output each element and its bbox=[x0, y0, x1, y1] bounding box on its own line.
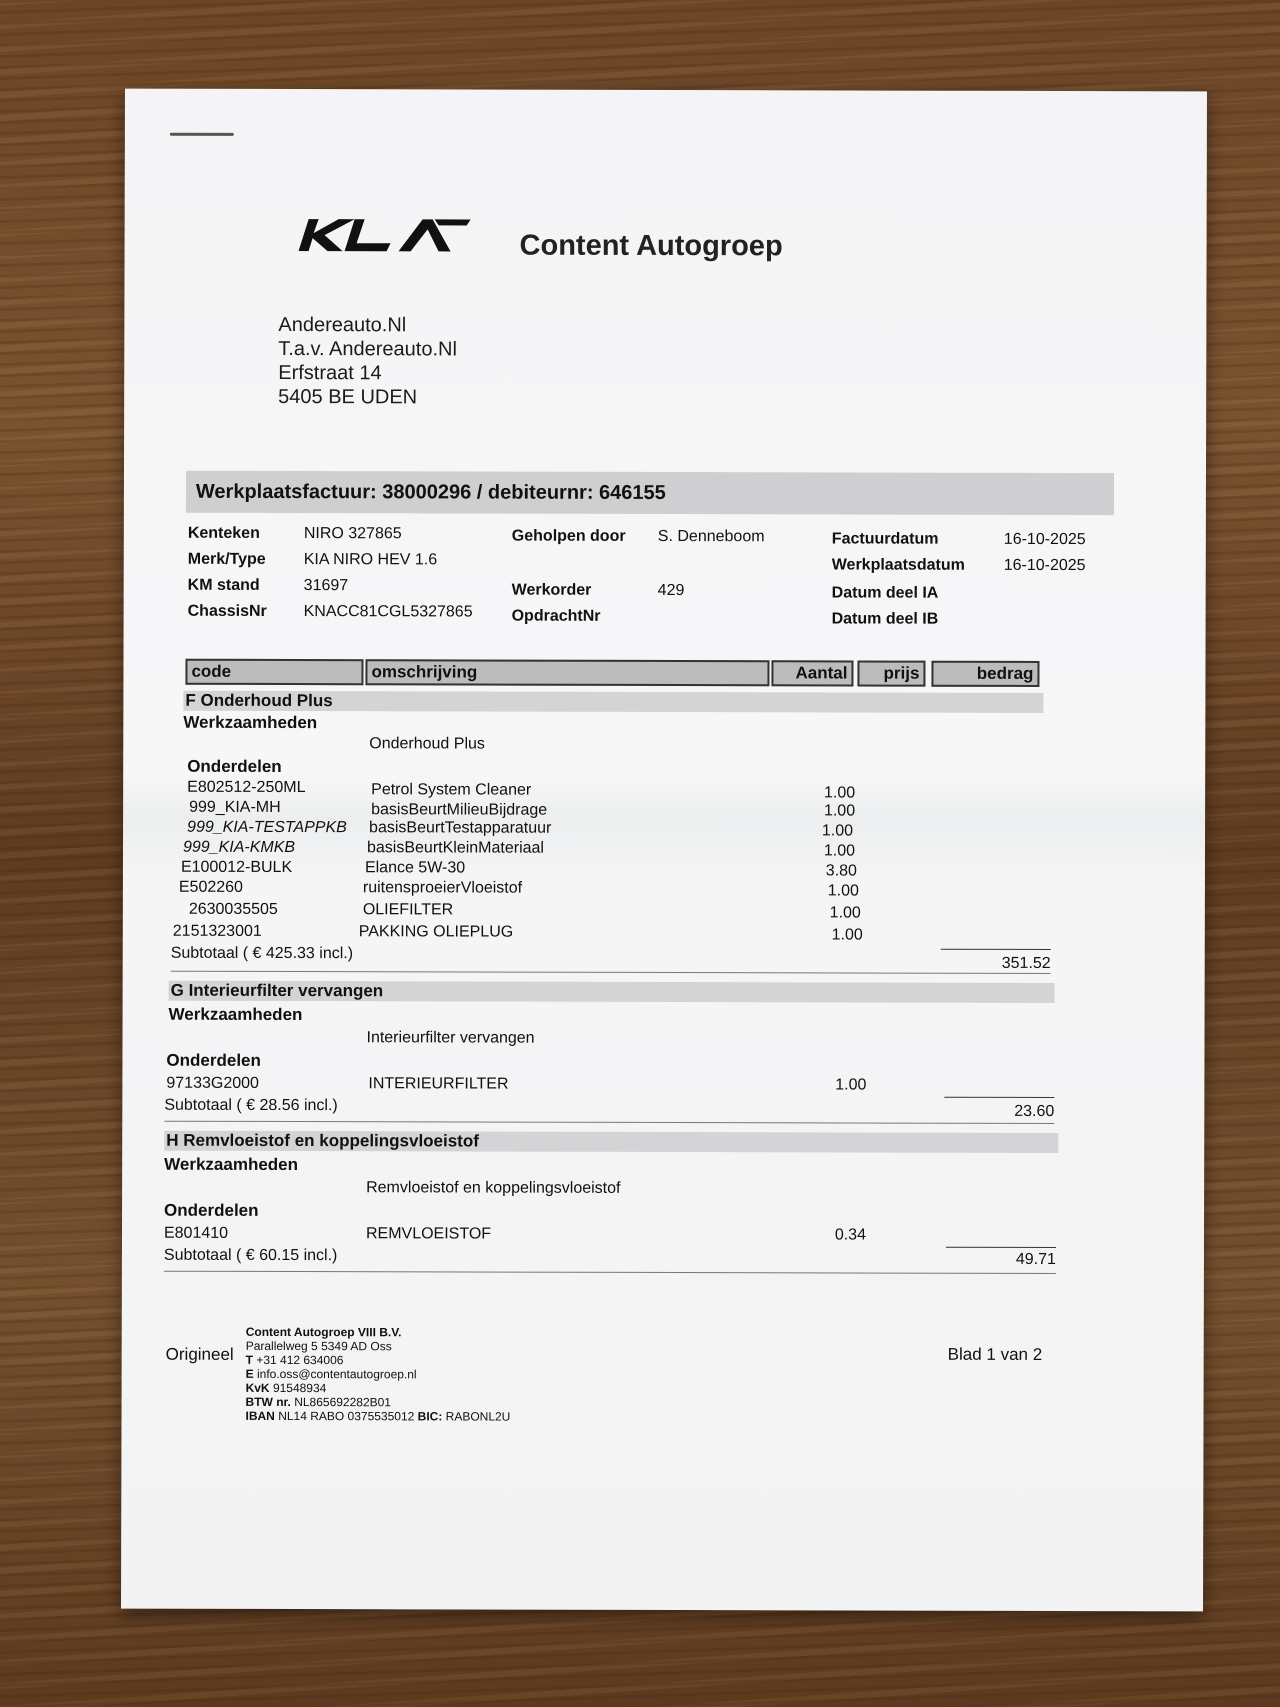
part-code: 999_KIA-TESTAPPKB bbox=[187, 818, 347, 837]
onderdelen-label: Onderdelen bbox=[166, 1050, 261, 1070]
part-description: REMVLOEISTOF bbox=[365, 1225, 492, 1243]
werkzaamheden-label: Werkzaamheden bbox=[168, 1004, 303, 1025]
part-quantity: 3.80 bbox=[825, 862, 857, 880]
onderdelen-label: Onderdelen bbox=[187, 756, 282, 776]
opdracht-label: OpdrachtNr bbox=[511, 607, 601, 625]
merk-value: KIA NIRO HEV 1.6 bbox=[303, 551, 438, 569]
werk-description: Interieurfilter vervangen bbox=[366, 1029, 535, 1047]
werkzaamheden-label: Werkzaamheden bbox=[164, 1154, 299, 1175]
part-quantity: 0.34 bbox=[834, 1226, 867, 1244]
divider bbox=[164, 1121, 1054, 1124]
staple bbox=[170, 133, 234, 136]
amount-rule bbox=[944, 1097, 1054, 1098]
chassis-value: KNACC81CGL5327865 bbox=[303, 603, 473, 621]
werkorder-label: Werkorder bbox=[511, 581, 592, 599]
part-quantity: 1.00 bbox=[831, 926, 863, 944]
footer-t-label: T bbox=[245, 1352, 254, 1367]
amount-rule bbox=[941, 949, 1051, 950]
part-description: basisBeurtMilieuBijdrage bbox=[371, 801, 548, 819]
page-number: Blad 1 van 2 bbox=[947, 1344, 1043, 1364]
amount-rule bbox=[946, 1247, 1056, 1248]
factuurdatum-label: Factuurdatum bbox=[831, 530, 939, 548]
footer-btw: NL865692282B01 bbox=[294, 1395, 392, 1410]
subtotal-amount: 23.60 bbox=[1014, 1102, 1055, 1121]
footer-btw-label: BTW nr. bbox=[245, 1394, 291, 1410]
part-code: 2630035505 bbox=[188, 900, 278, 918]
werkorder-value: 429 bbox=[657, 581, 685, 600]
part-description: ruitensproeierVloeistof bbox=[362, 879, 523, 897]
part-code: E100012-BULK bbox=[180, 858, 293, 877]
kenteken-value: NIRO 327865 bbox=[303, 525, 402, 543]
footer-e-label: E bbox=[245, 1366, 254, 1381]
km-label: KM stand bbox=[187, 576, 260, 594]
geholpen-label: Geholpen door bbox=[511, 527, 626, 545]
part-code: 999_KIA-KMKB bbox=[182, 838, 296, 857]
km-value: 31697 bbox=[303, 577, 349, 595]
header-omschrijving: omschrijving bbox=[365, 659, 769, 686]
part-quantity: 1.00 bbox=[829, 904, 861, 922]
part-description: PAKKING OLIEPLUG bbox=[358, 923, 514, 941]
part-description: basisBeurtTestapparatuur bbox=[369, 819, 552, 837]
section-title: H Remvloeistof en koppelingsvloeistof bbox=[164, 1131, 1058, 1153]
part-description: basisBeurtKleinMateriaal bbox=[366, 839, 545, 857]
werk-description: Remvloeistof en koppelingsvloeistof bbox=[366, 1179, 621, 1197]
footer-bic: RABONL2U bbox=[445, 1409, 511, 1424]
datum-ia-label: Datum deel IA bbox=[831, 584, 939, 602]
werk-description: Onderhoud Plus bbox=[369, 735, 485, 753]
werkzaamheden-label: Werkzaamheden bbox=[183, 712, 318, 733]
divider bbox=[164, 1271, 1056, 1274]
footer-bic-label: BIC: bbox=[417, 1409, 443, 1424]
footer-street: Parallelweg 5 5349 AD Oss bbox=[245, 1338, 392, 1354]
factuurdatum-value: 16-10-2025 bbox=[1003, 530, 1086, 549]
datum-ib-label: Datum deel IB bbox=[831, 610, 939, 628]
section-title: F Onderhoud Plus bbox=[183, 691, 1043, 713]
part-code: E802512-250ML bbox=[187, 778, 306, 797]
origineel-label: Origineel bbox=[165, 1344, 234, 1364]
invoice-title: Werkplaatsfactuur: 38000296 / debiteurnr: 646155 bbox=[186, 471, 1114, 515]
footer-kvk: 91548934 bbox=[272, 1380, 327, 1396]
onderdelen-label: Onderdelen bbox=[164, 1200, 259, 1220]
subtotal-amount: 351.52 bbox=[1001, 954, 1051, 973]
werkplaatsdatum-value: 16-10-2025 bbox=[1003, 556, 1086, 575]
header-aantal: Aantal bbox=[771, 660, 853, 686]
subtotal-label: Subtotaal ( € 28.56 incl.) bbox=[164, 1096, 338, 1115]
company-footer bbox=[245, 1325, 510, 1424]
company-name: Content Autogroep bbox=[519, 229, 783, 263]
address-line: 5405 BE UDEN bbox=[278, 385, 418, 409]
geholpen-value: S. Denneboom bbox=[657, 527, 765, 546]
kenteken-label: Kenteken bbox=[187, 524, 260, 542]
header-code: code bbox=[185, 659, 363, 685]
part-quantity: 1.00 bbox=[835, 1076, 867, 1094]
part-description: INTERIEURFILTER bbox=[368, 1075, 509, 1093]
part-code: E502260 bbox=[178, 878, 243, 896]
header-prijs: prijs bbox=[857, 661, 925, 687]
part-description: Petrol System Cleaner bbox=[371, 781, 532, 799]
divider bbox=[171, 971, 1051, 974]
werkplaatsdatum-label: Werkplaatsdatum bbox=[831, 556, 965, 574]
chassis-label: ChassisNr bbox=[187, 602, 267, 620]
footer-phone: +31 412 634006 bbox=[256, 1352, 344, 1368]
part-quantity: 1.00 bbox=[827, 882, 859, 900]
part-quantity: 1.00 bbox=[821, 822, 854, 840]
footer-company: Content Autogroep VIII B.V. bbox=[245, 1324, 402, 1340]
part-code: 999_KIA-MH bbox=[189, 798, 281, 816]
address-line: Andereauto.Nl bbox=[278, 313, 407, 337]
part-code: 2151323001 bbox=[172, 922, 262, 940]
footer-iban: NL14 RABO 0375535012 bbox=[278, 1408, 415, 1424]
section-title: G Interieurfilter vervangen bbox=[169, 981, 1055, 1003]
address-line: Erfstraat 14 bbox=[278, 361, 382, 385]
part-code: 97133G2000 bbox=[166, 1074, 259, 1092]
header-bedrag: bedrag bbox=[931, 661, 1039, 687]
part-description: OLIEFILTER bbox=[362, 901, 454, 919]
part-quantity: 1.00 bbox=[823, 784, 856, 802]
recipient-address bbox=[278, 313, 457, 409]
part-code: E801410 bbox=[163, 1224, 229, 1242]
subtotal-label: Subtotaal ( € 425.33 incl.) bbox=[170, 944, 354, 963]
address-line: T.a.v. Andereauto.Nl bbox=[278, 337, 457, 361]
subtotal-label: Subtotaal ( € 60.15 incl.) bbox=[163, 1246, 338, 1265]
footer-iban-label: IBAN bbox=[245, 1408, 275, 1423]
invoice-paper bbox=[121, 89, 1207, 1612]
part-quantity: 1.00 bbox=[823, 842, 856, 860]
kia-logo bbox=[295, 211, 475, 262]
footer-email: info.oss@contentautogroep.nl bbox=[256, 1366, 417, 1382]
part-quantity: 1.00 bbox=[823, 802, 856, 820]
merk-label: Merk/Type bbox=[187, 550, 266, 568]
part-description: Elance 5W-30 bbox=[364, 859, 466, 877]
subtotal-amount: 49.71 bbox=[1015, 1250, 1056, 1269]
footer-kvk-label: KvK bbox=[245, 1380, 270, 1395]
